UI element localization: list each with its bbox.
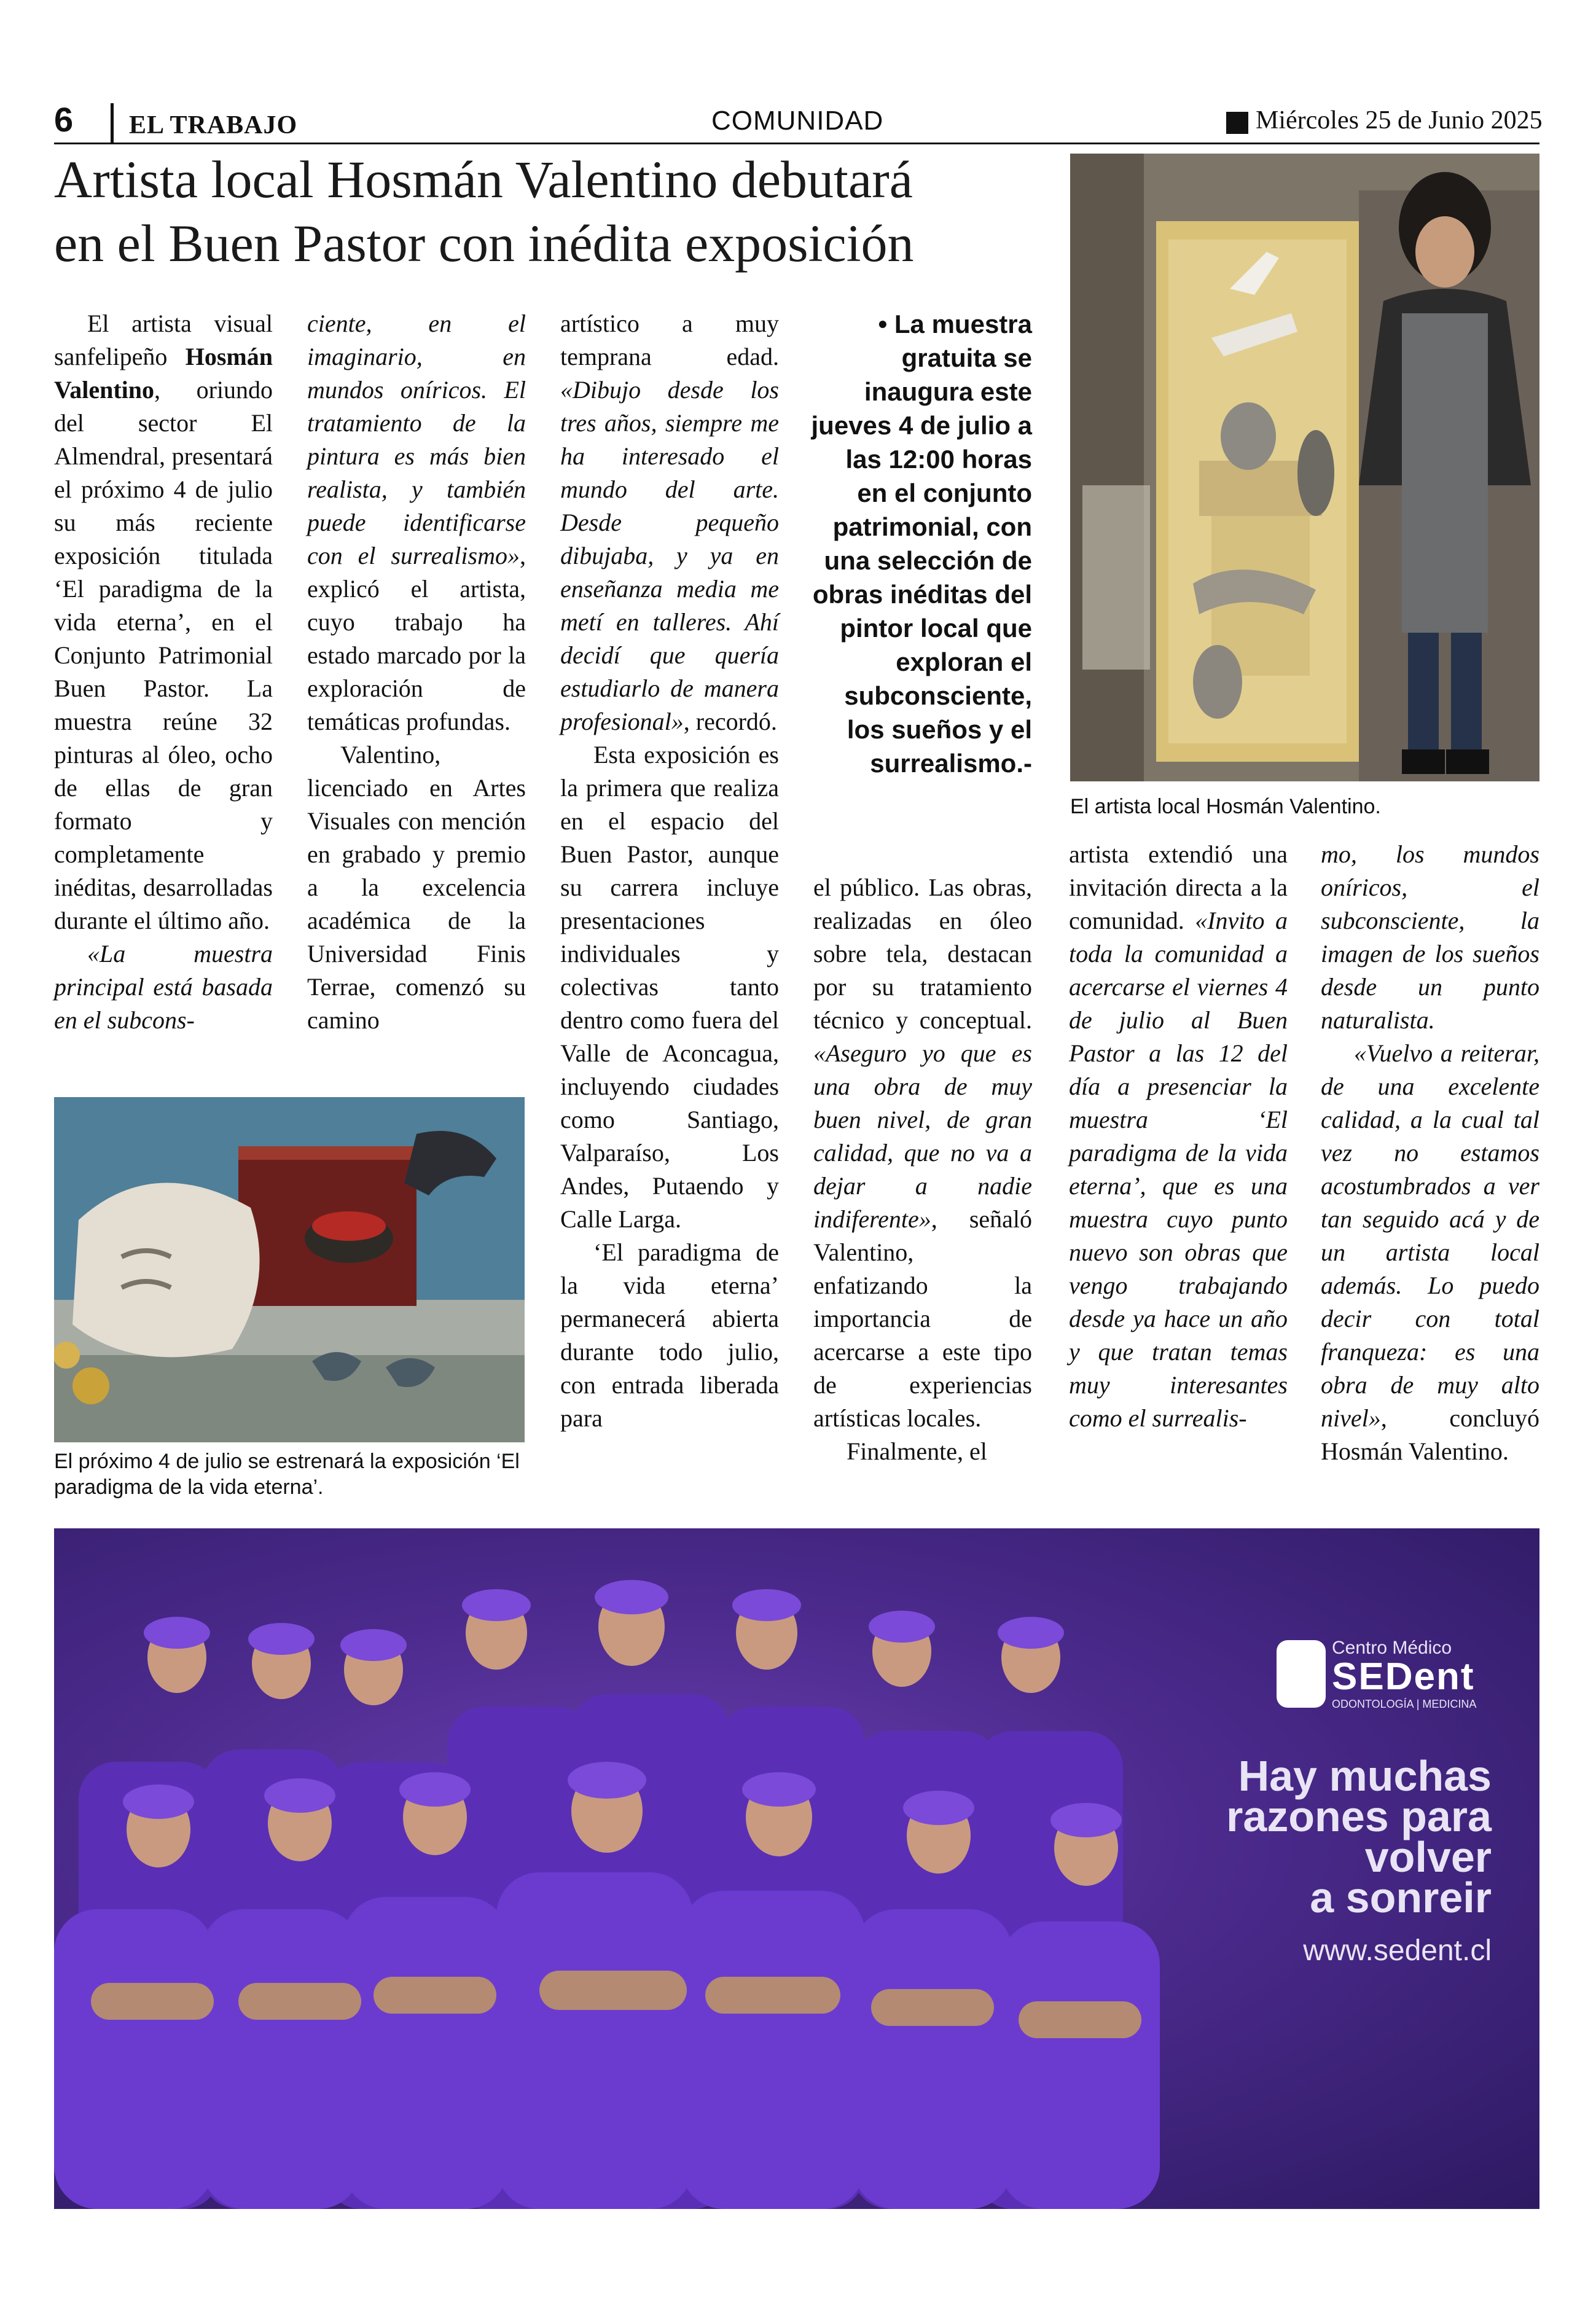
sedent-advertisement[interactable]	[54, 1528, 1539, 2209]
header-divider	[111, 103, 114, 143]
paragraph: El artista visual sanfelipeño Hosmán Valentino, oriundo del sector El Almendral, presentará el próximo 4 de julio su más reciente exposición titulada ‘El paradigma de la vida eterna’, en el Conjunto Patrimonial Buen Pastor. La muestra reúne 32 pinturas al óleo, ocho de ellas de gran formato y completamente inéditas, desarrolladas durante el último año.	[54, 310, 273, 934]
issue-date: Miércoles 25 de Junio 2025	[1256, 106, 1543, 135]
brand-tagline: Centro Médico	[1332, 1638, 1452, 1658]
article-column-2	[307, 307, 526, 1037]
paragraph: ‘El paradigma de la vida eterna’ permanecerá abierta durante todo julio, con entrada liberada para	[560, 1238, 779, 1432]
sedent-logo-icon	[1277, 1640, 1326, 1708]
paragraph: artista extendió una invitación directa a la comunidad. «Invito a toda la comunidad a acercarse el viernes 4 de julio al Buen Pastor a las 12 del día a presenciar la muestra ‘El paradigma de la vida eterna’, que es una muestra cuyo punto nuevo son obras que vengo trabajando desde ya hace un año y que tratan temas muy interesantes como el surrealis-	[1069, 840, 1288, 1432]
paragraph: el público. Las obras, realizadas en óleo sobre tela, destacan por su tratamiento técnico y conceptual. «Aseguro yo que es una obra de muy buen nivel, de gran calidad, que no va a dejar a nadie indiferente», señaló Valentino, enfatizando la importancia de acercarse a este tipo de experiencias artísticas locales.	[813, 874, 1032, 1432]
painting-photo-caption: El próximo 4 de julio se estrenará la exposición ‘El paradigma de la vida eterna’.	[54, 1450, 520, 1499]
ad-website-link[interactable]: www.sedent.cl	[1303, 1934, 1492, 1967]
newspaper-name: EL TRABAJO	[129, 111, 298, 139]
paragraph-quote: mo, los mundos oníricos, el subconsciente, la imagen de los sueños desde un punto naturalista.	[1321, 840, 1539, 1034]
paragraph: «Vuelvo a reiterar, de una excelente calidad, a la cual tal vez no estamos acostumbrados a ver tan seguido acá y de un artista local además. Lo puedo decir con total franqueza: es una obra de muy alto nivel», concluyó Hosmán Valentino.	[1321, 1039, 1539, 1465]
paragraph-quote: «La muestra principal está basada en el subcons-	[54, 940, 273, 1034]
paragraph: artístico a muy temprana edad. «Dibujo desde los tres años, siempre me ha interesado el mundo del arte. Desde pequeño dibujaba, y ya en enseñanza media me metí en talleres. Ahí decidí que quería estudiarlo de manera profesional», recordó.	[560, 310, 779, 735]
article-column-4	[813, 871, 1032, 1468]
article-column-5	[1069, 838, 1288, 1435]
brand-name: SEDent	[1332, 1656, 1475, 1698]
page-number: 6	[54, 100, 74, 139]
headline-line-2: en el Buen Pastor con inédita exposición	[54, 214, 914, 273]
artist-photo-caption: El artista local Hosmán Valentino.	[1070, 795, 1381, 818]
date-marker-icon	[1226, 112, 1248, 134]
section-name: COMUNIDAD	[711, 106, 884, 136]
header-rule	[54, 143, 1539, 144]
artist-photo	[1070, 154, 1539, 781]
paragraph: Valentino, licenciado en Artes Visuales con mención en grabado y premio a la excelencia académica de la Universidad Finis Terrae, comenzó su camino	[307, 741, 526, 1034]
painting-photo	[54, 1097, 525, 1442]
brand-subtitle: ODONTOLOGÍA | MEDICINA	[1332, 1698, 1477, 1710]
article-column-1	[54, 307, 273, 1037]
ad-headline: Hay muchas razones para volver a sonreir	[1226, 1752, 1492, 1921]
painting-illustration	[54, 1097, 525, 1442]
paragraph: Esta exposición es la primera que realiza en el espacio del Buen Pastor, aunque su carrera incluye presentaciones individuales y colectivas tanto dentro como fuera del Valle de Aconcagua, incluyendo ciudades como Santiago, Valparaíso, Los Andes, Putaendo y Calle Larga.	[560, 741, 779, 1233]
pull-quote: • La muestra gratuita se inaugura este jueves 4 de julio a las 12:00 horas en el conjunto patrimonial, con una selección de obras inéditas del pintor local que exploran el subconsciente, los sueños y el surrealismo.-	[811, 310, 1032, 778]
paragraph: Finalmente, el	[847, 1437, 987, 1465]
article-headline	[54, 147, 1062, 275]
artist-photo-illustration	[1070, 154, 1539, 781]
artist-name: Hosmán Valentino	[54, 343, 273, 404]
headline-line-1: Artista local Hosmán Valentino debutará	[54, 150, 913, 209]
article-column-6	[1321, 838, 1539, 1468]
article-column-3	[560, 307, 779, 1435]
paragraph: ciente, en el imaginario, en mundos oníricos. El tratamiento de la pintura es más bien realista, y también puede identificarse con el surrealismo», explicó el artista, cuyo trabajo ha estado marcado por la exploración de temáticas profundas.	[307, 310, 526, 735]
